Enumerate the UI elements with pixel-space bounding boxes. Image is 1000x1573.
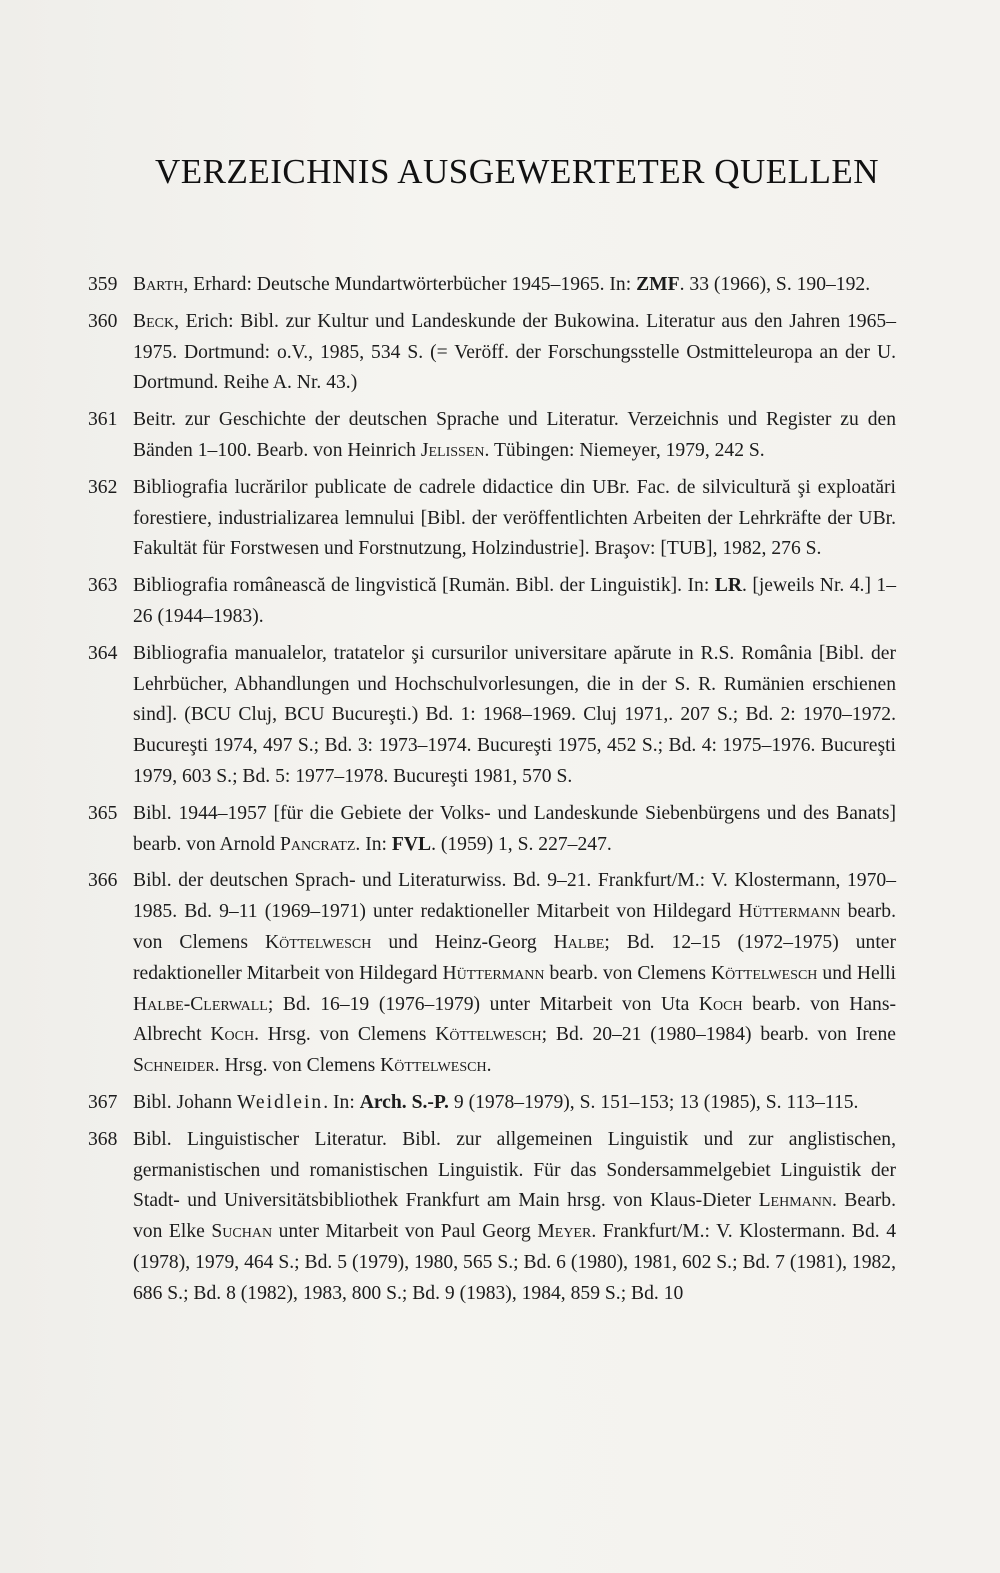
bibliography-entry <box>88 639 896 793</box>
author-name: Schneider <box>133 1055 215 1077</box>
entry-number: 359 <box>88 274 118 295</box>
bibliography-entry <box>88 1088 896 1119</box>
entry-text: und Helli <box>817 962 896 984</box>
author-name: Beck <box>133 310 175 332</box>
entry-text: ; Bd. 12–15 (1972–1975) unter redaktioneller Mitarbeit von Hildegard <box>133 931 896 984</box>
journal-abbrev: FVL <box>391 833 432 855</box>
author-name: Koch <box>210 1024 255 1046</box>
journal-abbrev: ZMF <box>636 274 680 295</box>
bibliography-entry <box>88 307 896 399</box>
author-name: Halbe-Clerwall <box>133 993 268 1015</box>
entry-number: 367 <box>88 1091 118 1113</box>
entry-number: 362 <box>88 476 118 498</box>
author-name: Köttelwesch <box>710 962 818 984</box>
bibliography-entry <box>88 866 896 1082</box>
entry-number: 360 <box>88 310 118 332</box>
entry-number: 365 <box>88 802 118 824</box>
entry-text: und Heinz-Georg <box>371 931 554 953</box>
author-name: Lehmann <box>758 1190 832 1212</box>
entry-text: , Erhard: Deutsche Mundartwörterbücher 1945–1965. In: <box>183 274 637 295</box>
page-title: VERZEICHNIS AUSGEWERTETER QUELLEN <box>155 152 880 191</box>
entry-text: unter Mitarbeit von Paul Georg <box>272 1221 538 1243</box>
entry-text: Bibliografia lucrărilor publicate de cadrele didactice din UBr. Fac. de silvicultură şi exploatări forestiere, industrializarea lemnului [Bibl. der veröffentlichten Arbeiten der Lehrkräfte der UBr. Fakultät für Forstwesen und Forstnutzung, Holzindustrie]. Braşov: [TUB], 1982, 276 S. <box>133 476 896 560</box>
entry-text: ; Bd. 16–19 (1976–1979) unter Mitarbeit von Uta <box>267 993 699 1015</box>
bibliography-entry <box>88 571 896 633</box>
author-name: Halbe <box>553 931 605 953</box>
entry-text: . <box>486 1055 492 1077</box>
author-name: Köttelwesch <box>435 1024 542 1046</box>
bibliography-entry <box>88 270 896 301</box>
entry-text: . Hrsg. von Clemens <box>214 1055 381 1077</box>
entry-text: Bibl. der deutschen Sprach- und Literaturwiss. Bd. 9–21. Frankfurt/M.: V. Klostermann, 1970–1985. Bd. 9–11 (1969–1971) unter redaktioneller Mitarbeit von Hildegard <box>133 870 896 923</box>
entry-text: . Hrsg. von Clemens <box>254 1024 436 1046</box>
author-name: Meyer <box>537 1221 592 1243</box>
author-name: Koch <box>698 993 743 1015</box>
entry-text: . Frankfurt/M.: V. Klostermann. Bd. 4 (1978), 1979, 464 S.; Bd. 5 (1979), 1980, 565 S.; Bd. 6 (1980), 1981, 602 S.; Bd. 7 (1981), 1982, 686 S.; Bd. 8 (1982), 1983, 800 S.; Bd. 9 (1983), 1984, 859 S.; Bd. 10 <box>133 1221 896 1304</box>
entry-number: 361 <box>88 409 118 431</box>
entry-text: Bibl. Johann <box>133 1091 237 1113</box>
entry-text: , Erich: Bibl. zur Kultur und Landeskunde der Bukowina. Literatur aus den Jahren 1965–1975. Dortmund: o.V., 1985, 534 S. (= Veröff. der Forschungsstelle Ostmitteleuropa an der U. Dortmund. Reihe A. Nr. 43.) <box>133 310 896 394</box>
entry-text: . In: <box>355 833 392 855</box>
entry-text: Bibliografia românească de lingvistică [Rumän. Bibl. der Linguistik]. In: <box>133 575 715 597</box>
author-name: Köttelwesch <box>264 931 372 953</box>
bibliography-entry <box>88 473 896 565</box>
author-name: Köttelwesch <box>380 1055 487 1077</box>
entry-text: Weidlein <box>236 1091 324 1113</box>
bibliography-entry <box>88 1125 896 1310</box>
entry-text: bearb. von Hans-Albrecht <box>133 993 896 1046</box>
author-name: Barth <box>133 274 184 295</box>
entry-text: . In: <box>323 1091 360 1113</box>
entry-text: Beitr. zur Geschichte der deutschen Sprache und Literatur. Verzeichnis und Register zu den Bänden 1–100. Bearb. von Heinrich <box>133 409 896 461</box>
author-name: Hüttermann <box>442 962 545 984</box>
entry-text: Bibl. 1944–1957 [für die Gebiete der Volks- und Landeskunde Siebenbürgens und des Banats] bearb. von Arnold <box>133 802 896 855</box>
entry-number: 366 <box>88 870 118 892</box>
bibliography-entry <box>88 799 896 861</box>
entry-text: Bibliografia manualelor, tratatelor şi cursurilor universitare apărute in R.S. România [Bibl. der Lehrbücher, Abhandlungen und Hochschulvorlesungen, die in der S. R. Rumänien erschienen sind]. (BCU Cluj, BCU Bucureşti.) Bd. 1: 1968–1969. Cluj 1971,. 207 S.; Bd. 2: 1970–1972. Bucureşti 1974, 497 S.; Bd. 3: 1973–1974. Bucureşti 1975, 452 S.; Bd. 4: 1975–1976. Bucureşti 1979, 603 S.; Bd. 5: 1977–1978. Bucureşti 1981, 570 S. <box>133 642 896 787</box>
journal-abbrev: LR <box>714 575 742 597</box>
entry-text: . (1959) 1, S. 227–247. <box>431 833 612 855</box>
entry-text: Bibl. Linguistischer Literatur. Bibl. zur allgemeinen Linguistik und zur anglistischen, germanistischen und romanistischen Linguistik. Für das Sondersammelgebiet Linguistik der Stadt- und Universitätsbibliothek Frankfurt am Main hrsg. von Klaus-Dieter <box>133 1128 896 1212</box>
author-name: Jelissen <box>420 439 485 461</box>
author-name: Pancratz <box>279 833 356 855</box>
entry-text: . 33 (1966), S. 190–192. <box>679 274 871 295</box>
entry-text: . Tübingen: Niemeyer, 1979, 242 S. <box>484 439 765 461</box>
bibliography-entry <box>88 405 896 467</box>
author-name: Hüttermann <box>738 901 841 923</box>
entry-number: 368 <box>88 1128 118 1150</box>
entry-text: . [jeweils Nr. 4.] 1–26 (1944–1983). <box>133 575 897 627</box>
entry-text: . Bearb. von Elke <box>133 1190 896 1243</box>
bibliography-list <box>88 270 896 1316</box>
journal-abbrev: Arch. S.-P. <box>359 1091 449 1113</box>
entry-text: bearb. von Clemens <box>544 962 711 984</box>
entry-text: bearb. von Clemens <box>133 901 896 953</box>
author-name: Suchan <box>211 1221 273 1243</box>
entry-text: ; Bd. 20–21 (1980–1984) bearb. von Irene <box>541 1024 896 1046</box>
entry-text: 9 (1978–1979), S. 151–153; 13 (1985), S. 113–115. <box>448 1091 859 1113</box>
entry-number: 364 <box>88 642 118 664</box>
entry-number: 363 <box>88 575 118 597</box>
